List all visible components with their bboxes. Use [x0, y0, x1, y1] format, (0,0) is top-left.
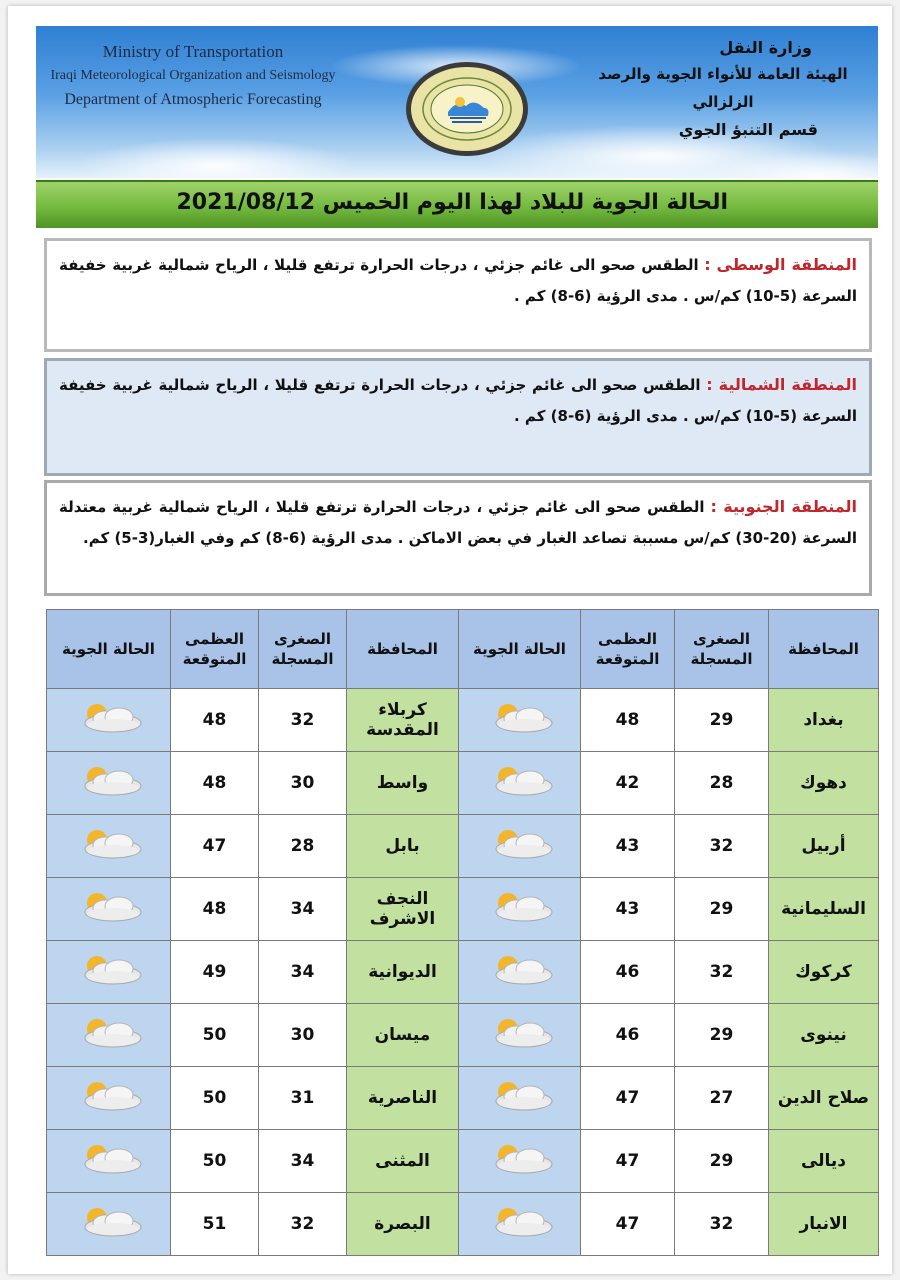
province-cell: صلاح الدين: [769, 1067, 879, 1130]
region-central-text: [59, 249, 857, 312]
condition-cell: [47, 815, 171, 878]
partly-cloudy-icon: [484, 827, 556, 861]
min-temp-cell: 30: [259, 1004, 347, 1067]
col-header-province: المحافظة: [347, 610, 459, 689]
partly-cloudy-icon: [484, 953, 556, 987]
max-temp-cell: 51: [171, 1193, 259, 1256]
condition-cell: [47, 878, 171, 941]
province-cell: دهوك: [769, 752, 879, 815]
condition-cell: [47, 1004, 171, 1067]
region-central-label: المنطقة الوسطى :: [704, 255, 857, 274]
condition-cell: [459, 815, 581, 878]
max-temp-cell: 49: [171, 941, 259, 1004]
max-temp-cell: 43: [581, 815, 675, 878]
max-temp-cell: 47: [581, 1193, 675, 1256]
province-cell: كركوك: [769, 941, 879, 1004]
col-header-condition: الحالة الجوية: [47, 610, 171, 689]
min-temp-cell: 34: [259, 1130, 347, 1193]
condition-cell: [459, 878, 581, 941]
partly-cloudy-icon: [484, 1016, 556, 1050]
province-cell: نينوى: [769, 1004, 879, 1067]
max-temp-cell: 50: [171, 1130, 259, 1193]
min-temp-cell: 32: [259, 1193, 347, 1256]
max-temp-cell: 50: [171, 1067, 259, 1130]
ministry-name-en: Ministry of Transportation: [102, 42, 284, 61]
max-temp-cell: 43: [581, 878, 675, 941]
province-cell: النجف الاشرف: [347, 878, 459, 941]
region-south-text: [59, 491, 857, 554]
table-header-row: [47, 610, 879, 689]
condition-cell: [459, 1193, 581, 1256]
region-south-description: الطقس صحو الى غائم جزئي ، درجات الحرارة ترتفع قليلا ، الرياح شمالية غربية معتدلة السرعة (20-30) كم/س مسببة تصاعد الغبار في بعض الاماكن . مدى الرؤية (6-8) كم وفي الغبار(3-5) كم.: [59, 498, 857, 547]
min-temp-cell: 29: [675, 689, 769, 752]
condition-cell: [459, 689, 581, 752]
province-cell: البصرة: [347, 1193, 459, 1256]
condition-cell: [459, 1004, 581, 1067]
region-north: [44, 358, 872, 476]
partly-cloudy-icon: [73, 890, 145, 924]
organization-name-ar: الهيئة العامة للأنواء الجوية والرصد الزلزالي: [598, 65, 848, 111]
province-cell: أربيل: [769, 815, 879, 878]
col-header-province: المحافظة: [769, 610, 879, 689]
min-temp-cell: 30: [259, 752, 347, 815]
partly-cloudy-icon: [484, 890, 556, 924]
condition-cell: [47, 1067, 171, 1130]
col-header-max: العظمى المتوقعة: [171, 610, 259, 689]
table-row: [47, 752, 879, 815]
province-cell: واسط: [347, 752, 459, 815]
min-temp-cell: 27: [675, 1067, 769, 1130]
col-header-condition: الحالة الجوية: [459, 610, 581, 689]
province-cell: كربلاء المقدسة: [347, 689, 459, 752]
province-weather-table: [46, 609, 879, 1256]
col-header-min: الصغرى المسجلة: [675, 610, 769, 689]
condition-cell: [47, 941, 171, 1004]
province-cell: ديالى: [769, 1130, 879, 1193]
partly-cloudy-icon: [484, 1205, 556, 1239]
condition-cell: [459, 1067, 581, 1130]
region-north-text: [59, 369, 857, 432]
min-temp-cell: 32: [675, 1193, 769, 1256]
table-row: [47, 689, 879, 752]
min-temp-cell: 29: [675, 878, 769, 941]
partly-cloudy-icon: [484, 1142, 556, 1176]
table-row: [47, 1004, 879, 1067]
min-temp-cell: 34: [259, 941, 347, 1004]
table-row: [47, 1193, 879, 1256]
partly-cloudy-icon: [484, 701, 556, 735]
province-cell: الناصرية: [347, 1067, 459, 1130]
condition-cell: [47, 752, 171, 815]
max-temp-cell: 48: [171, 689, 259, 752]
condition-cell: [459, 941, 581, 1004]
table-row: [47, 941, 879, 1004]
department-name-en: Department of Atmospheric Forecasting: [64, 91, 322, 108]
ministry-name-ar: وزارة النقل: [719, 38, 812, 57]
partly-cloudy-icon: [73, 764, 145, 798]
col-header-min: الصغرى المسجلة: [259, 610, 347, 689]
organization-name-en: Iraqi Meteorological Organization and Seismology: [50, 68, 336, 83]
table-row: [47, 878, 879, 941]
province-cell: المثنى: [347, 1130, 459, 1193]
province-cell: ميسان: [347, 1004, 459, 1067]
max-temp-cell: 47: [581, 1130, 675, 1193]
condition-cell: [47, 1130, 171, 1193]
min-temp-cell: 32: [675, 941, 769, 1004]
region-south: [44, 480, 872, 596]
max-temp-cell: 50: [171, 1004, 259, 1067]
min-temp-cell: 32: [259, 689, 347, 752]
min-temp-cell: 31: [259, 1067, 347, 1130]
condition-cell: [459, 752, 581, 815]
header-banner: [36, 26, 878, 178]
title-bar: [36, 180, 878, 228]
max-temp-cell: 47: [581, 1067, 675, 1130]
min-temp-cell: 28: [259, 815, 347, 878]
forecast-document: [8, 6, 892, 1274]
region-north-label: المنطقة الشمالية :: [706, 375, 857, 394]
partly-cloudy-icon: [73, 1079, 145, 1113]
partly-cloudy-icon: [73, 1142, 145, 1176]
region-central: [44, 238, 872, 352]
province-cell: الديوانية: [347, 941, 459, 1004]
region-north-description: الطقس صحو الى غائم جزئي ، درجات الحرارة ترتفع قليلا ، الرياح شمالية غربية خفيفة السرعة (5-10) كم/س . مدى الرؤية (6-8) كم .: [59, 376, 857, 425]
max-temp-cell: 48: [171, 878, 259, 941]
min-temp-cell: 32: [675, 815, 769, 878]
max-temp-cell: 48: [581, 689, 675, 752]
table-row: [47, 1130, 879, 1193]
partly-cloudy-icon: [73, 701, 145, 735]
partly-cloudy-icon: [484, 1079, 556, 1113]
arabic-header: [578, 36, 868, 144]
condition-cell: [459, 1130, 581, 1193]
table-row: [47, 815, 879, 878]
col-header-max: العظمى المتوقعة: [581, 610, 675, 689]
max-temp-cell: 46: [581, 941, 675, 1004]
page-title: الحالة الجوية للبلاد لهذا اليوم الخميس 2021/08/12: [176, 190, 728, 215]
max-temp-cell: 47: [171, 815, 259, 878]
region-central-description: الطقس صحو الى غائم جزئي ، درجات الحرارة ترتفع قليلا ، الرياح شمالية غربية خفيفة السرعة (5-10) كم/س . مدى الرؤية (6-8) كم .: [59, 256, 857, 305]
max-temp-cell: 42: [581, 752, 675, 815]
min-temp-cell: 34: [259, 878, 347, 941]
department-name-ar: قسم التنبؤ الجوي: [678, 120, 818, 139]
max-temp-cell: 46: [581, 1004, 675, 1067]
partly-cloudy-icon: [484, 764, 556, 798]
province-cell: السليمانية: [769, 878, 879, 941]
partly-cloudy-icon: [73, 827, 145, 861]
table-row: [47, 1067, 879, 1130]
organization-logo-icon: [404, 60, 530, 158]
min-temp-cell: 29: [675, 1004, 769, 1067]
partly-cloudy-icon: [73, 1016, 145, 1050]
partly-cloudy-icon: [73, 953, 145, 987]
condition-cell: [47, 689, 171, 752]
condition-cell: [47, 1193, 171, 1256]
region-south-label: المنطقة الجنوبية :: [710, 497, 857, 516]
min-temp-cell: 29: [675, 1130, 769, 1193]
partly-cloudy-icon: [73, 1205, 145, 1239]
province-cell: بغداد: [769, 689, 879, 752]
min-temp-cell: 28: [675, 752, 769, 815]
english-header: [48, 40, 338, 112]
max-temp-cell: 48: [171, 752, 259, 815]
province-cell: الانبار: [769, 1193, 879, 1256]
province-cell: بابل: [347, 815, 459, 878]
